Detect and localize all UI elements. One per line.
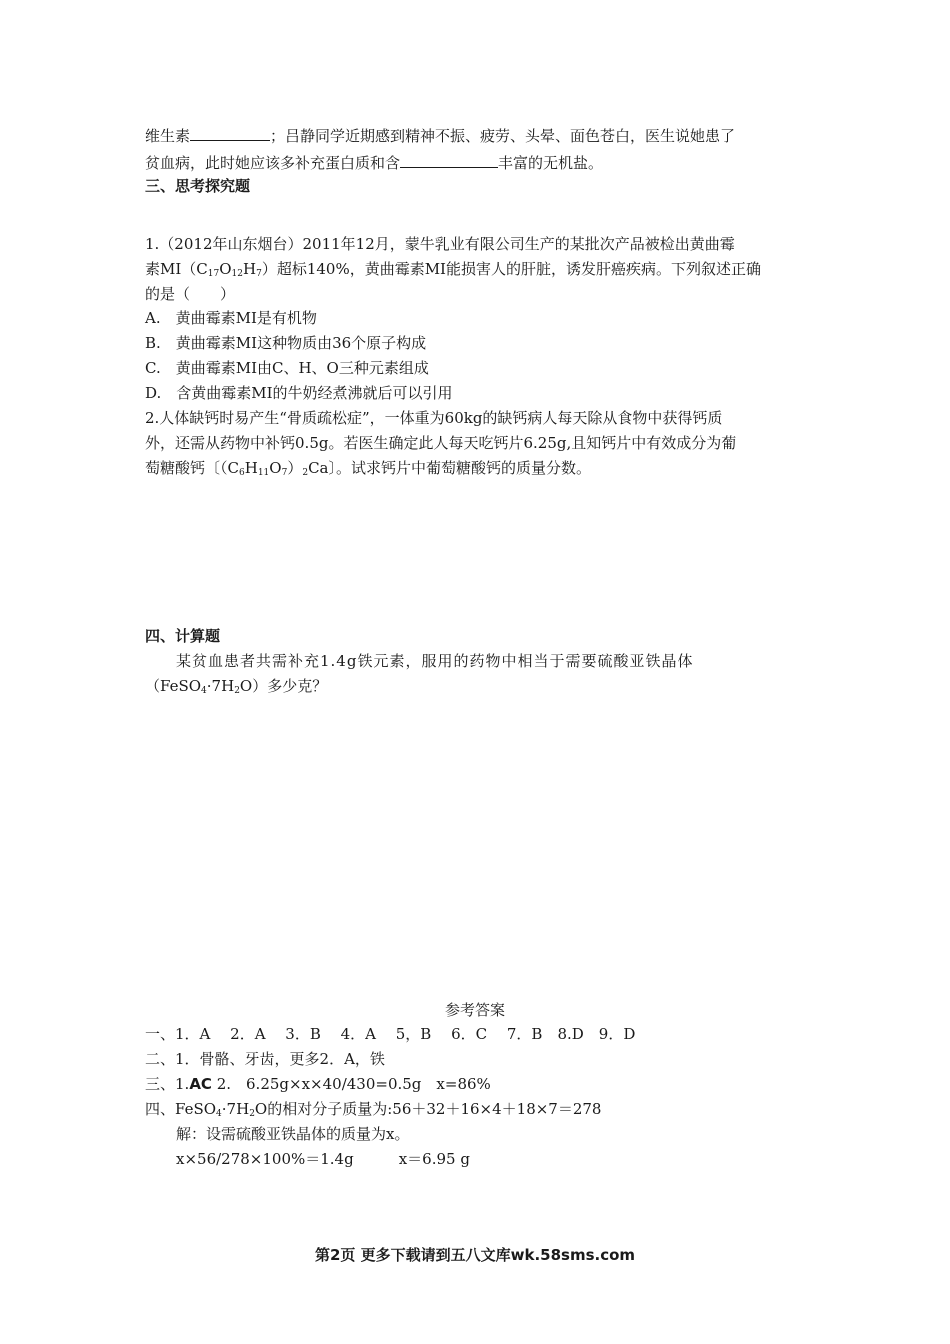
question-line: 萄糖酸钙〔$(C_6H_{11}O_7)_2Ca$〕。试求钙片中葡萄糖酸钙的质量分数。 bbox=[145, 459, 591, 478]
option-b: B. 黄曲霉素MI这种物质由36个原子构成 bbox=[145, 334, 427, 352]
text-line: 维生素 ；吕静同学近期感到精神不振、疲劳、头晕、面色苍白，医生说她患了 bbox=[145, 124, 735, 148]
answer-line: 一、1．A 2．A 3．B 4．A 5，B 6．C 7．B 8.D 9．D bbox=[145, 1025, 636, 1043]
question-line: 的是（ ） bbox=[145, 285, 236, 303]
option-a: A. 黄曲霉素MI是有机物 bbox=[145, 309, 317, 327]
text-line: 贫血病，此时她应该多补充蛋白质和含 丰富的无机盐。 bbox=[145, 151, 603, 175]
option-c: C. 黄曲霉素MI由C、H、O三种元素组成 bbox=[145, 359, 429, 377]
section-heading: 三、思考探究题 bbox=[145, 177, 251, 195]
section-heading: 四、计算题 bbox=[145, 627, 221, 645]
question-line: $(FeSO_4\cdot 7H_2O)$多少克？ bbox=[145, 677, 328, 696]
answer-blank bbox=[400, 151, 498, 168]
question-line: 1.（2012年山东烟台）2011年12月，蒙牛乳业有限公司生产的某批次产品被检出黄曲霉 bbox=[145, 235, 735, 253]
answer-line: x×56/278×100%＝1.4g x＝6.95 g bbox=[176, 1150, 470, 1168]
answer-line: 解：设需硫酸亚铁晶体的质量为x。 bbox=[176, 1125, 410, 1143]
question-line: 外，还需从药物中补钙0.5g。若医生确定此人每天吃钙片6.25g,且知钙片中有效成分为葡 bbox=[145, 434, 737, 452]
answer-line: 三、1.AC 2. 6.25g×x×40/430=0.5g x=86% bbox=[145, 1075, 491, 1093]
option-d: D. 含黄曲霉素MI的牛奶经煮沸就后可以引用 bbox=[145, 384, 453, 402]
answers-title: 参考答案 bbox=[444, 1001, 505, 1019]
page-footer: 第2页 更多下载请到五八文库wk.58sms.com bbox=[314, 1246, 636, 1264]
question-line: 素$MI(C_{17}O_{12}H_7)$超标140%，黄曲霉素MI能损害人的肝脏，诱发肝癌疾病。下列叙述正确 bbox=[145, 260, 761, 279]
answer-line: 二、1．骨骼、牙齿，更多2．A，铁 bbox=[145, 1050, 385, 1068]
question-line: 2.人体缺钙时易产生“骨质疏松症”，一体重为60kg的缺钙病人每天除从食物中获得钙质 bbox=[145, 409, 723, 427]
question-line: 某贫血患者共需补充1.4g铁元素，服用的药物中相当于需要硫酸亚铁晶体 bbox=[176, 652, 694, 670]
answer-blank bbox=[190, 124, 270, 141]
answer-line: 四、$FeSO_4\cdot 7H_2O$的相对分子质量为:56＋32＋16×4＋18×7＝278 bbox=[145, 1100, 602, 1119]
